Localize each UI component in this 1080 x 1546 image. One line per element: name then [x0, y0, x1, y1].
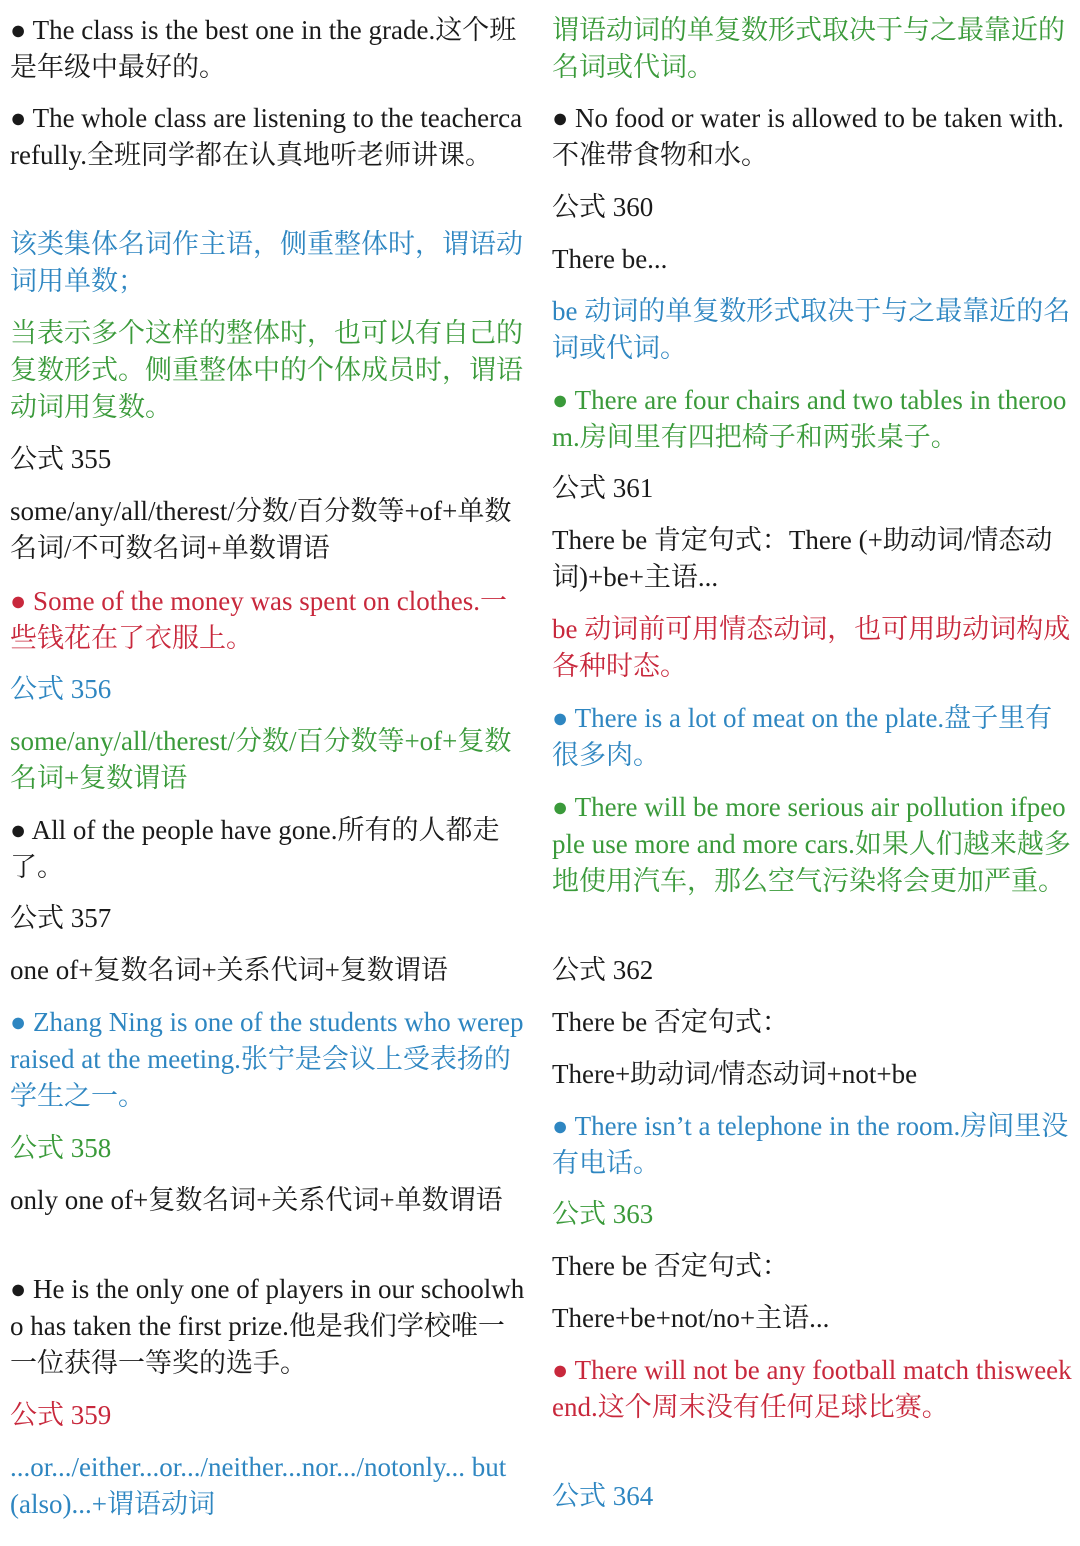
formula-heading: 公式 360 — [552, 192, 654, 222]
paragraph: 该类集体名词作主语，侧重整体时，谓语动词用单数； — [10, 229, 523, 296]
paragraph: 谓语动词的单复数形式取决于与之最靠近的名词或代词。 — [552, 15, 1065, 82]
example-sentence: ● He is the only one of players in our schoolwho has taken the first prize.他是我们学校唯一一位获得一等奖的选手。 — [10, 1274, 525, 1378]
formula-heading: 公式 357 — [10, 903, 112, 933]
example-sentence: ● There will be more serious air pollution ifpeople use more and more cars.如果人们越来越多地使用汽车，那么空气污染将会更加严重。 — [552, 792, 1071, 896]
formula-rule: one of+复数名词+关系代词+复数谓语 — [10, 955, 448, 985]
formula-heading: 公式 361 — [552, 473, 654, 503]
formula-rule: There be 否定句式： — [552, 1007, 789, 1037]
formula-rule: ...or.../either...or.../neither...nor.../notonly... but (also)...+谓语动词 — [10, 1452, 507, 1519]
formula-heading: 公式 359 — [10, 1400, 112, 1430]
example-sentence: ● There isn’t a telephone in the room.房间里没有电话。 — [552, 1111, 1069, 1178]
paragraph: ● The whole class are listening to the teachercarefully.全班同学都在认真地听老师讲课。 — [10, 103, 523, 170]
example-sentence: ● Zhang Ning is one of the students who werepraised at the meeting.张宁是会议上受表扬的学生之一。 — [10, 1007, 524, 1111]
formula-rule: some/any/all/therest/分数/百分数等+of+单数名词/不可数名词+单数谓语 — [10, 496, 512, 563]
formula-rule: There+助动词/情态动词+not+be — [552, 1059, 918, 1089]
paragraph: 当表示多个这样的整体时，也可以有自己的复数形式。侧重整体中的个体成员时，谓语动词用复数。 — [10, 318, 523, 422]
formula-heading: 公式 355 — [10, 444, 112, 474]
formula-rule: There+be+not/no+主语... — [552, 1303, 830, 1333]
example-sentence: ● Some of the money was spent on clothes.一些钱花在了衣服上。 — [10, 586, 507, 653]
formula-heading: 公式 356 — [10, 674, 112, 704]
example-sentence: ● There are four chairs and two tables in theroom.房间里有四把椅子和两张桌子。 — [552, 385, 1067, 452]
example-sentence: ● There will not be any football match thisweekend.这个周末没有任何足球比赛。 — [552, 1355, 1072, 1422]
formula-heading: 公式 362 — [552, 955, 654, 985]
example-sentence: ● There is a lot of meat on the plate.盘子里有很多肉。 — [552, 703, 1053, 770]
formula-heading: 公式 363 — [552, 1199, 654, 1229]
formula-rule: only one of+复数名词+关系代词+单数谓语 — [10, 1185, 503, 1215]
paragraph: ● The class is the best one in the grade.这个班是年级中最好的。 — [10, 15, 517, 82]
formula-rule: There be 肯定句式：There (+助动词/情态动词)+be+主语... — [552, 525, 1053, 592]
example-sentence: ● All of the people have gone.所有的人都走了。 — [10, 815, 500, 882]
formula-rule: There be... — [552, 244, 668, 274]
formula-heading: 公式 364 — [552, 1481, 654, 1511]
formula-rule: some/any/all/therest/分数/百分数等+of+复数名词+复数谓语 — [10, 726, 512, 793]
formula-heading: 公式 358 — [10, 1133, 112, 1163]
paragraph: be 动词的单复数形式取决于与之最靠近的名词或代词。 — [552, 296, 1071, 363]
paragraph: be 动词前可用情态动词，也可用助动词构成各种时态。 — [552, 614, 1071, 681]
example-sentence: ● No food or water is allowed to be taken with.不准带食物和水。 — [552, 103, 1064, 170]
formula-rule: There be 否定句式： — [552, 1251, 789, 1281]
